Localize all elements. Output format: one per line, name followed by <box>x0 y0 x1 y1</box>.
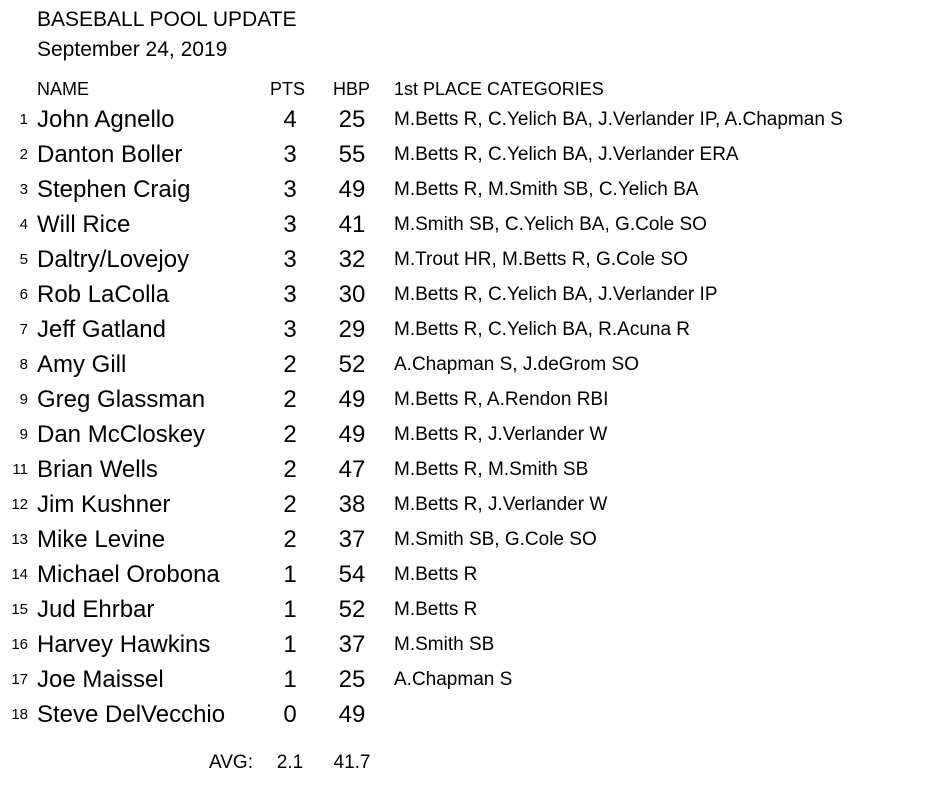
hbp-cell: 52 <box>338 351 366 378</box>
average-hbp: 41.7 <box>333 752 371 773</box>
header-pts: PTS <box>270 79 306 99</box>
table-row <box>0 522 928 557</box>
rank-cell: 7 <box>19 321 28 338</box>
page-title: BASEBALL POOL UPDATE <box>37 8 297 31</box>
pts-cell: 1 <box>283 631 297 658</box>
table-row <box>0 452 928 487</box>
table-row <box>0 347 928 382</box>
hbp-cell: 41 <box>338 211 366 238</box>
name-cell: Joe Maissel <box>37 666 164 693</box>
pts-cell: 3 <box>283 281 297 308</box>
rank-cell: 9 <box>19 426 28 443</box>
pts-cell: 2 <box>283 491 297 518</box>
table-row <box>0 662 928 697</box>
name-cell: Harvey Hawkins <box>37 631 211 658</box>
name-cell: Stephen Craig <box>37 176 191 203</box>
name-cell: Rob LaColla <box>37 281 170 308</box>
hbp-cell: 25 <box>338 666 366 693</box>
rank-cell: 1 <box>19 111 28 128</box>
name-cell: Dan McCloskey <box>37 421 206 448</box>
pts-cell: 1 <box>283 596 297 623</box>
average-pts: 2.1 <box>276 752 304 773</box>
categories-cell: M.Betts R, J.Verlander W <box>394 494 608 515</box>
categories-cell: M.Smith SB, G.Cole SO <box>394 529 597 550</box>
hbp-cell: 52 <box>338 596 366 623</box>
pts-cell: 1 <box>283 666 297 693</box>
hbp-cell: 37 <box>338 526 366 553</box>
name-cell: Danton Boller <box>37 141 183 168</box>
name-cell: Jim Kushner <box>37 491 171 518</box>
table-row <box>0 382 928 417</box>
pts-cell: 2 <box>283 351 297 378</box>
name-cell: Michael Orobona <box>37 561 220 588</box>
name-cell: Daltry/Lovejoy <box>37 246 190 273</box>
table-row <box>0 487 928 522</box>
hbp-cell: 29 <box>338 316 366 343</box>
table-row <box>0 417 928 452</box>
name-cell: Brian Wells <box>37 456 158 483</box>
hbp-cell: 49 <box>338 701 366 728</box>
categories-cell: M.Trout HR, M.Betts R, G.Cole SO <box>394 249 688 270</box>
pts-cell: 2 <box>283 386 297 413</box>
categories-cell: M.Betts R, C.Yelich BA, J.Verlander IP, A.Chapman S <box>394 109 843 130</box>
table-row <box>0 592 928 627</box>
table-row <box>0 557 928 592</box>
name-cell: Greg Glassman <box>37 386 206 413</box>
categories-cell: M.Betts R, A.Rendon RBI <box>394 389 609 410</box>
rank-cell: 14 <box>11 566 28 583</box>
pts-cell: 2 <box>283 456 297 483</box>
pts-cell: 3 <box>283 176 297 203</box>
name-cell: Mike Levine <box>37 526 166 553</box>
name-cell: Amy Gill <box>37 351 127 378</box>
categories-cell: M.Betts R, C.Yelich BA, J.Verlander ERA <box>394 144 739 165</box>
rank-cell: 12 <box>11 496 28 513</box>
table-row <box>0 277 928 312</box>
hbp-cell: 37 <box>338 631 366 658</box>
categories-cell: A.Chapman S <box>394 669 513 690</box>
rank-cell: 8 <box>19 356 28 373</box>
categories-cell: M.Betts R, J.Verlander W <box>394 424 608 445</box>
name-cell: Jeff Gatland <box>37 316 166 343</box>
name-cell: Will Rice <box>37 211 131 238</box>
hbp-cell: 32 <box>338 246 366 273</box>
categories-cell: M.Smith SB, C.Yelich BA, G.Cole SO <box>394 214 707 235</box>
pts-cell: 2 <box>283 526 297 553</box>
table-row <box>0 242 928 277</box>
categories-cell: M.Betts R, C.Yelich BA, R.Acuna R <box>394 319 691 340</box>
table-row <box>0 172 928 207</box>
name-cell: John Agnello <box>37 106 175 133</box>
rank-cell: 13 <box>11 531 28 548</box>
hbp-cell: 47 <box>338 456 366 483</box>
hbp-cell: 54 <box>338 561 366 588</box>
hbp-cell: 30 <box>338 281 366 308</box>
categories-cell: A.Chapman S, J.deGrom SO <box>394 354 639 375</box>
table-row <box>0 137 928 172</box>
name-cell: Jud Ehrbar <box>37 596 155 623</box>
pts-cell: 3 <box>283 246 297 273</box>
table-row <box>0 627 928 662</box>
name-cell: Steve DelVecchio <box>37 701 226 728</box>
categories-cell: M.Betts R <box>394 564 478 585</box>
rank-cell: 2 <box>19 146 28 163</box>
rank-cell: 3 <box>19 181 28 198</box>
pts-cell: 3 <box>283 141 297 168</box>
categories-cell: M.Betts R, C.Yelich BA, J.Verlander IP <box>394 284 718 305</box>
header-hbp: HBP <box>333 79 371 99</box>
categories-cell: M.Smith SB <box>394 634 495 655</box>
pts-cell: 3 <box>283 211 297 238</box>
hbp-cell: 49 <box>338 421 366 448</box>
categories-cell: M.Betts R <box>394 599 478 620</box>
rank-cell: 9 <box>19 391 28 408</box>
pts-cell: 1 <box>283 561 297 588</box>
rank-cell: 15 <box>11 601 28 618</box>
rank-cell: 16 <box>11 636 28 653</box>
table-row <box>0 102 928 137</box>
pts-cell: 2 <box>283 421 297 448</box>
hbp-cell: 25 <box>338 106 366 133</box>
pts-cell: 0 <box>283 701 297 728</box>
pts-cell: 3 <box>283 316 297 343</box>
rank-cell: 17 <box>11 671 28 688</box>
rank-cell: 4 <box>19 216 28 233</box>
table-row <box>0 207 928 242</box>
hbp-cell: 38 <box>338 491 366 518</box>
rank-cell: 5 <box>19 251 28 268</box>
hbp-cell: 55 <box>338 141 366 168</box>
hbp-cell: 49 <box>338 176 366 203</box>
header-name: NAME <box>37 79 90 99</box>
categories-cell: M.Betts R, M.Smith SB <box>394 459 589 480</box>
categories-cell: M.Betts R, M.Smith SB, C.Yelich BA <box>394 179 699 200</box>
table-row <box>0 697 928 732</box>
rank-cell: 6 <box>19 286 28 303</box>
standings-table <box>0 102 928 732</box>
rank-cell: 18 <box>11 706 28 723</box>
update-date: September 24, 2019 <box>37 38 228 61</box>
header-categories: 1st PLACE CATEGORIES <box>394 79 604 99</box>
hbp-cell: 49 <box>338 386 366 413</box>
rank-cell: 11 <box>12 461 28 478</box>
pts-cell: 4 <box>283 106 297 133</box>
average-label: AVG: <box>209 752 253 773</box>
table-row <box>0 312 928 347</box>
